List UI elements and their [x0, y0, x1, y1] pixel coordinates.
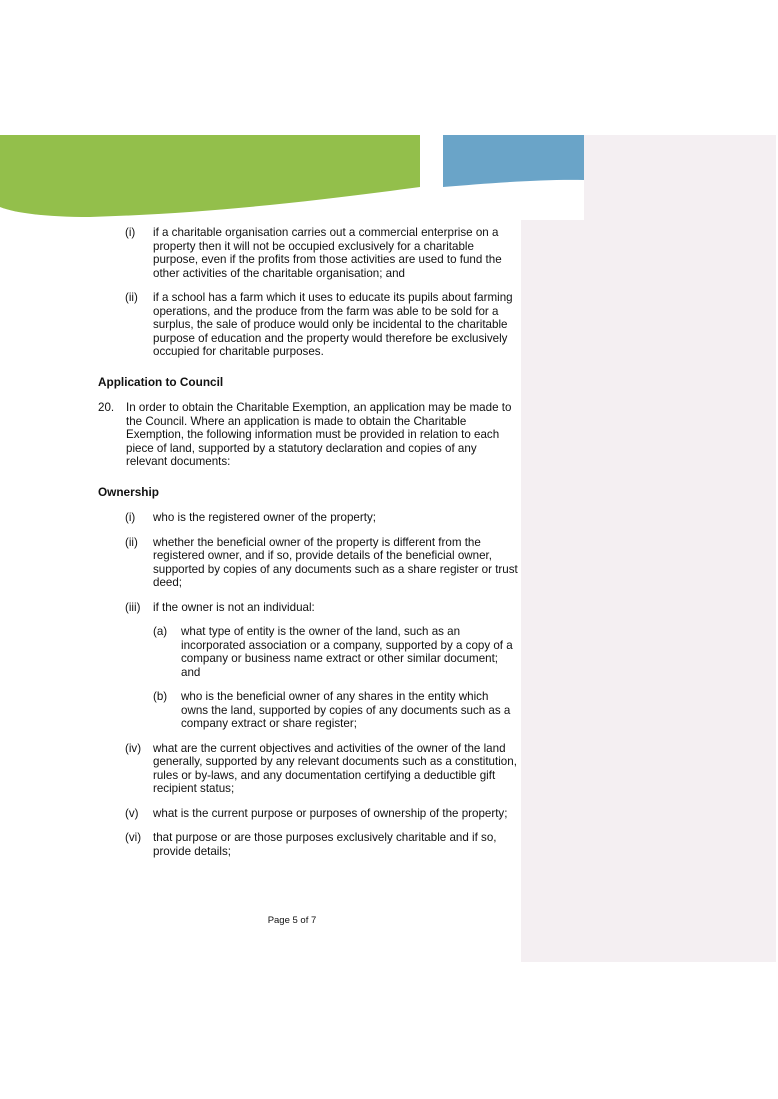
list-item: (iii) if the owner is not an individual:: [125, 600, 315, 614]
numbered-paragraph: 20. In order to obtain the Charitable Exemption, an application may be made to the Council. Where an application is made to obtain the Charitable Exemption, the following information must be provided in relation to each piece of land, supported by a statutory declaration and copies of any relevant documents:: [98, 401, 512, 468]
sub-list-item: (a) what type of entity is the owner of the land, such as an incorporated association or a company, supported by a copy of a company or business name extract or other similar document; and: [153, 625, 513, 679]
header-banner: [0, 135, 584, 220]
list-item: (iv) what are the current objectives and activities of the owner of the land generally, supported by any relevant documents such as a constitution, rules or by-laws, and any documentation certifying a deductible gift recipient status;: [125, 741, 517, 795]
page-number: Page 5 of 7: [267, 915, 317, 926]
list-item: (i) if a charitable organisation carries out a commercial enterprise on a property then it will not be occupied exclusively for a charitable purpose, even if the profits from those activities are used to fund the other activities of the charitable organisation; and: [125, 226, 502, 280]
list-item: (ii) if a school has a farm which it uses to educate its pupils about farming operations, and the produce from the farm was able to be sold for a surplus, the sale of produce would only be incidental to the charitable purpose of education and the property would therefore be exclusively occupied for charitable purposes.: [125, 291, 513, 358]
document-body: [98, 226, 518, 858]
section-heading-ownership: Ownership: [98, 484, 159, 499]
list-item: (vi) that purpose or are those purposes exclusively charitable and if so, provide details;: [125, 831, 497, 858]
sub-list-item: (b) who is the beneficial owner of any shares in the entity which owns the land, supported by copies of any documents such as a company extract or share register;: [153, 690, 511, 730]
side-panel: [521, 220, 776, 962]
green-wave-band: [0, 135, 420, 217]
list-item: (i) who is the registered owner of the property;: [125, 511, 376, 524]
list-item: (ii) whether the beneficial owner of the property is different from the registered owner, and if so, provide details of the beneficial owner, supported by copies of any documents such as a share register or trust deed;: [125, 535, 518, 589]
blue-wave-band: [443, 135, 584, 187]
section-heading-application: Application to Council: [98, 374, 224, 389]
list-item: (v) what is the current purpose or purposes of ownership of the property;: [125, 806, 508, 820]
header-side-panel: [584, 135, 776, 220]
